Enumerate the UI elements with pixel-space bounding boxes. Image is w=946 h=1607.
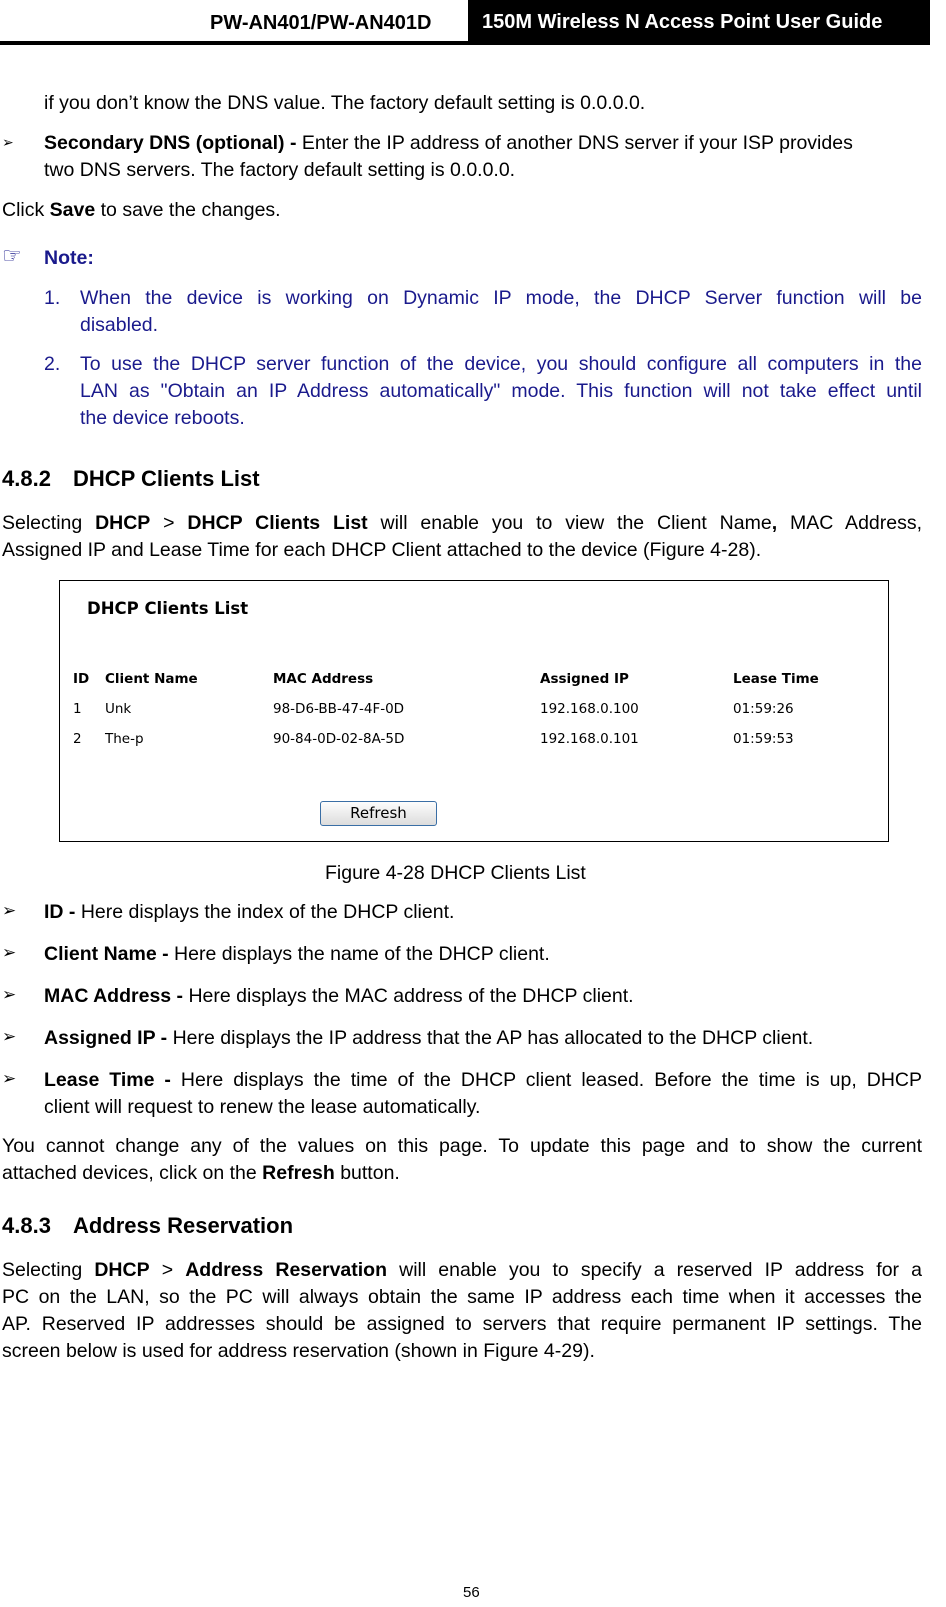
save-instruction: Click Save to save the changes. (2, 199, 281, 221)
cannot-change-paragraph-cont: attached devices, click on the Refresh button. (2, 1162, 400, 1184)
field-desc-assigned-ip: Assigned IP - Here displays the IP address that the AP has allocated to the DHCP client. (44, 1027, 814, 1049)
section-heading-482: 4.8.2 DHCP Clients List (2, 466, 260, 491)
note-label: Note: (44, 247, 94, 269)
section-483-paragraph-l4: screen below is used for address reservation (shown in Figure 4-29). (2, 1340, 595, 1362)
note-number-1: 1. (44, 287, 61, 309)
table-cell-lease: 01:59:26 (733, 701, 794, 717)
figure-caption: Figure 4-28 DHCP Clients List (325, 862, 586, 884)
page-header (0, 0, 946, 46)
bullet-icon: ➢ (2, 134, 14, 150)
note-hand-icon: ☞ (2, 243, 22, 268)
section-483-paragraph: Selecting DHCP > Address Reservation will enable you to specify a reserved IP address for a (2, 1259, 923, 1281)
section-483-paragraph-l2: PC on the LAN, so the PC will always obtain the same IP address each time when it accesses the (2, 1286, 922, 1308)
note-item-1: When the device is working on Dynamic IP mode, the DHCP Server function will be (80, 287, 922, 309)
bullet-icon: ➢ (2, 943, 17, 962)
section-483-paragraph-l3: AP. Reserved IP addresses should be assigned to servers that require permanent IP settings. The (2, 1313, 922, 1335)
header-rule (0, 41, 930, 45)
note-item-2: To use the DHCP server function of the device, you should configure all computers in the (80, 353, 922, 375)
col-header-id: ID (73, 671, 90, 687)
bullet-icon: ➢ (2, 1069, 17, 1088)
note-item-1-cont: disabled. (80, 314, 159, 336)
field-desc-client-name: Client Name - Here displays the name of the DHCP client. (44, 943, 550, 965)
table-cell-id: 1 (73, 701, 82, 717)
save-term: Save (49, 199, 96, 221)
bullet-icon: ➢ (2, 1027, 17, 1046)
refresh-button[interactable]: Refresh (320, 801, 437, 826)
section-heading-483: 4.8.3 Address Reservation (2, 1213, 294, 1238)
table-cell-lease: 01:59:53 (733, 731, 794, 747)
page-number: 56 (463, 1584, 480, 1601)
secondary-dns-line: Secondary DNS (optional) - Enter the IP address of another DNS server if your ISP provides (44, 132, 853, 154)
col-header-client-name: Client Name (105, 671, 198, 687)
field-desc-lease-time-cont: client will request to renew the lease automatically. (44, 1096, 481, 1118)
note-item-2-cont: LAN as "Obtain an IP Address automatically" mode. This function will not take effect until (80, 380, 922, 402)
field-desc-lease-time: Lease Time - Here displays the time of the DHCP client leased. Before the time is up, DHCP (44, 1069, 922, 1091)
col-header-mac-address: MAC Address (273, 671, 374, 687)
field-desc-mac-address: MAC Address - Here displays the MAC address of the DHCP client. (44, 985, 634, 1007)
header-model: PW-AN401/PW-AN401D (210, 12, 432, 34)
secondary-dns-term: Secondary DNS (optional) - (44, 132, 297, 154)
table-cell-id: 2 (73, 731, 82, 747)
col-header-assigned-ip: Assigned IP (540, 671, 629, 687)
field-desc-id: ID - Here displays the index of the DHCP client. (44, 901, 455, 923)
table-cell-ip: 192.168.0.101 (540, 731, 639, 747)
note-number-2: 2. (44, 353, 61, 375)
note-item-2-cont2: the device reboots. (80, 407, 245, 429)
table-cell-mac: 90-84-0D-02-8A-5D (273, 731, 405, 747)
figure-title: DHCP Clients List (87, 599, 249, 618)
bullet-icon: ➢ (2, 985, 17, 1004)
secondary-dns-line2: two DNS servers. The factory default setting is 0.0.0.0. (44, 159, 516, 181)
cannot-change-paragraph: You cannot change any of the values on this page. To update this page and to show the current (2, 1135, 922, 1157)
header-title: 150M Wireless N Access Point User Guide (468, 0, 930, 44)
bullet-icon: ➢ (2, 901, 17, 920)
section-482-paragraph-cont: Assigned IP and Lease Time for each DHCP Client attached to the device (Figure 4-28). (2, 539, 762, 561)
table-cell-mac: 98-D6-BB-47-4F-0D (273, 701, 405, 717)
table-cell-ip: 192.168.0.100 (540, 701, 639, 717)
table-cell-client-name: The-p (105, 731, 144, 747)
intro-line: if you don’t know the DNS value. The factory default setting is 0.0.0.0. (44, 92, 646, 114)
col-header-lease-time: Lease Time (733, 671, 819, 687)
section-482-paragraph: Selecting DHCP > DHCP Clients List will enable you to view the Client Name, MAC Address, (2, 512, 923, 534)
table-cell-client-name: Unk (105, 701, 132, 717)
dhcp-clients-figure (59, 580, 889, 842)
